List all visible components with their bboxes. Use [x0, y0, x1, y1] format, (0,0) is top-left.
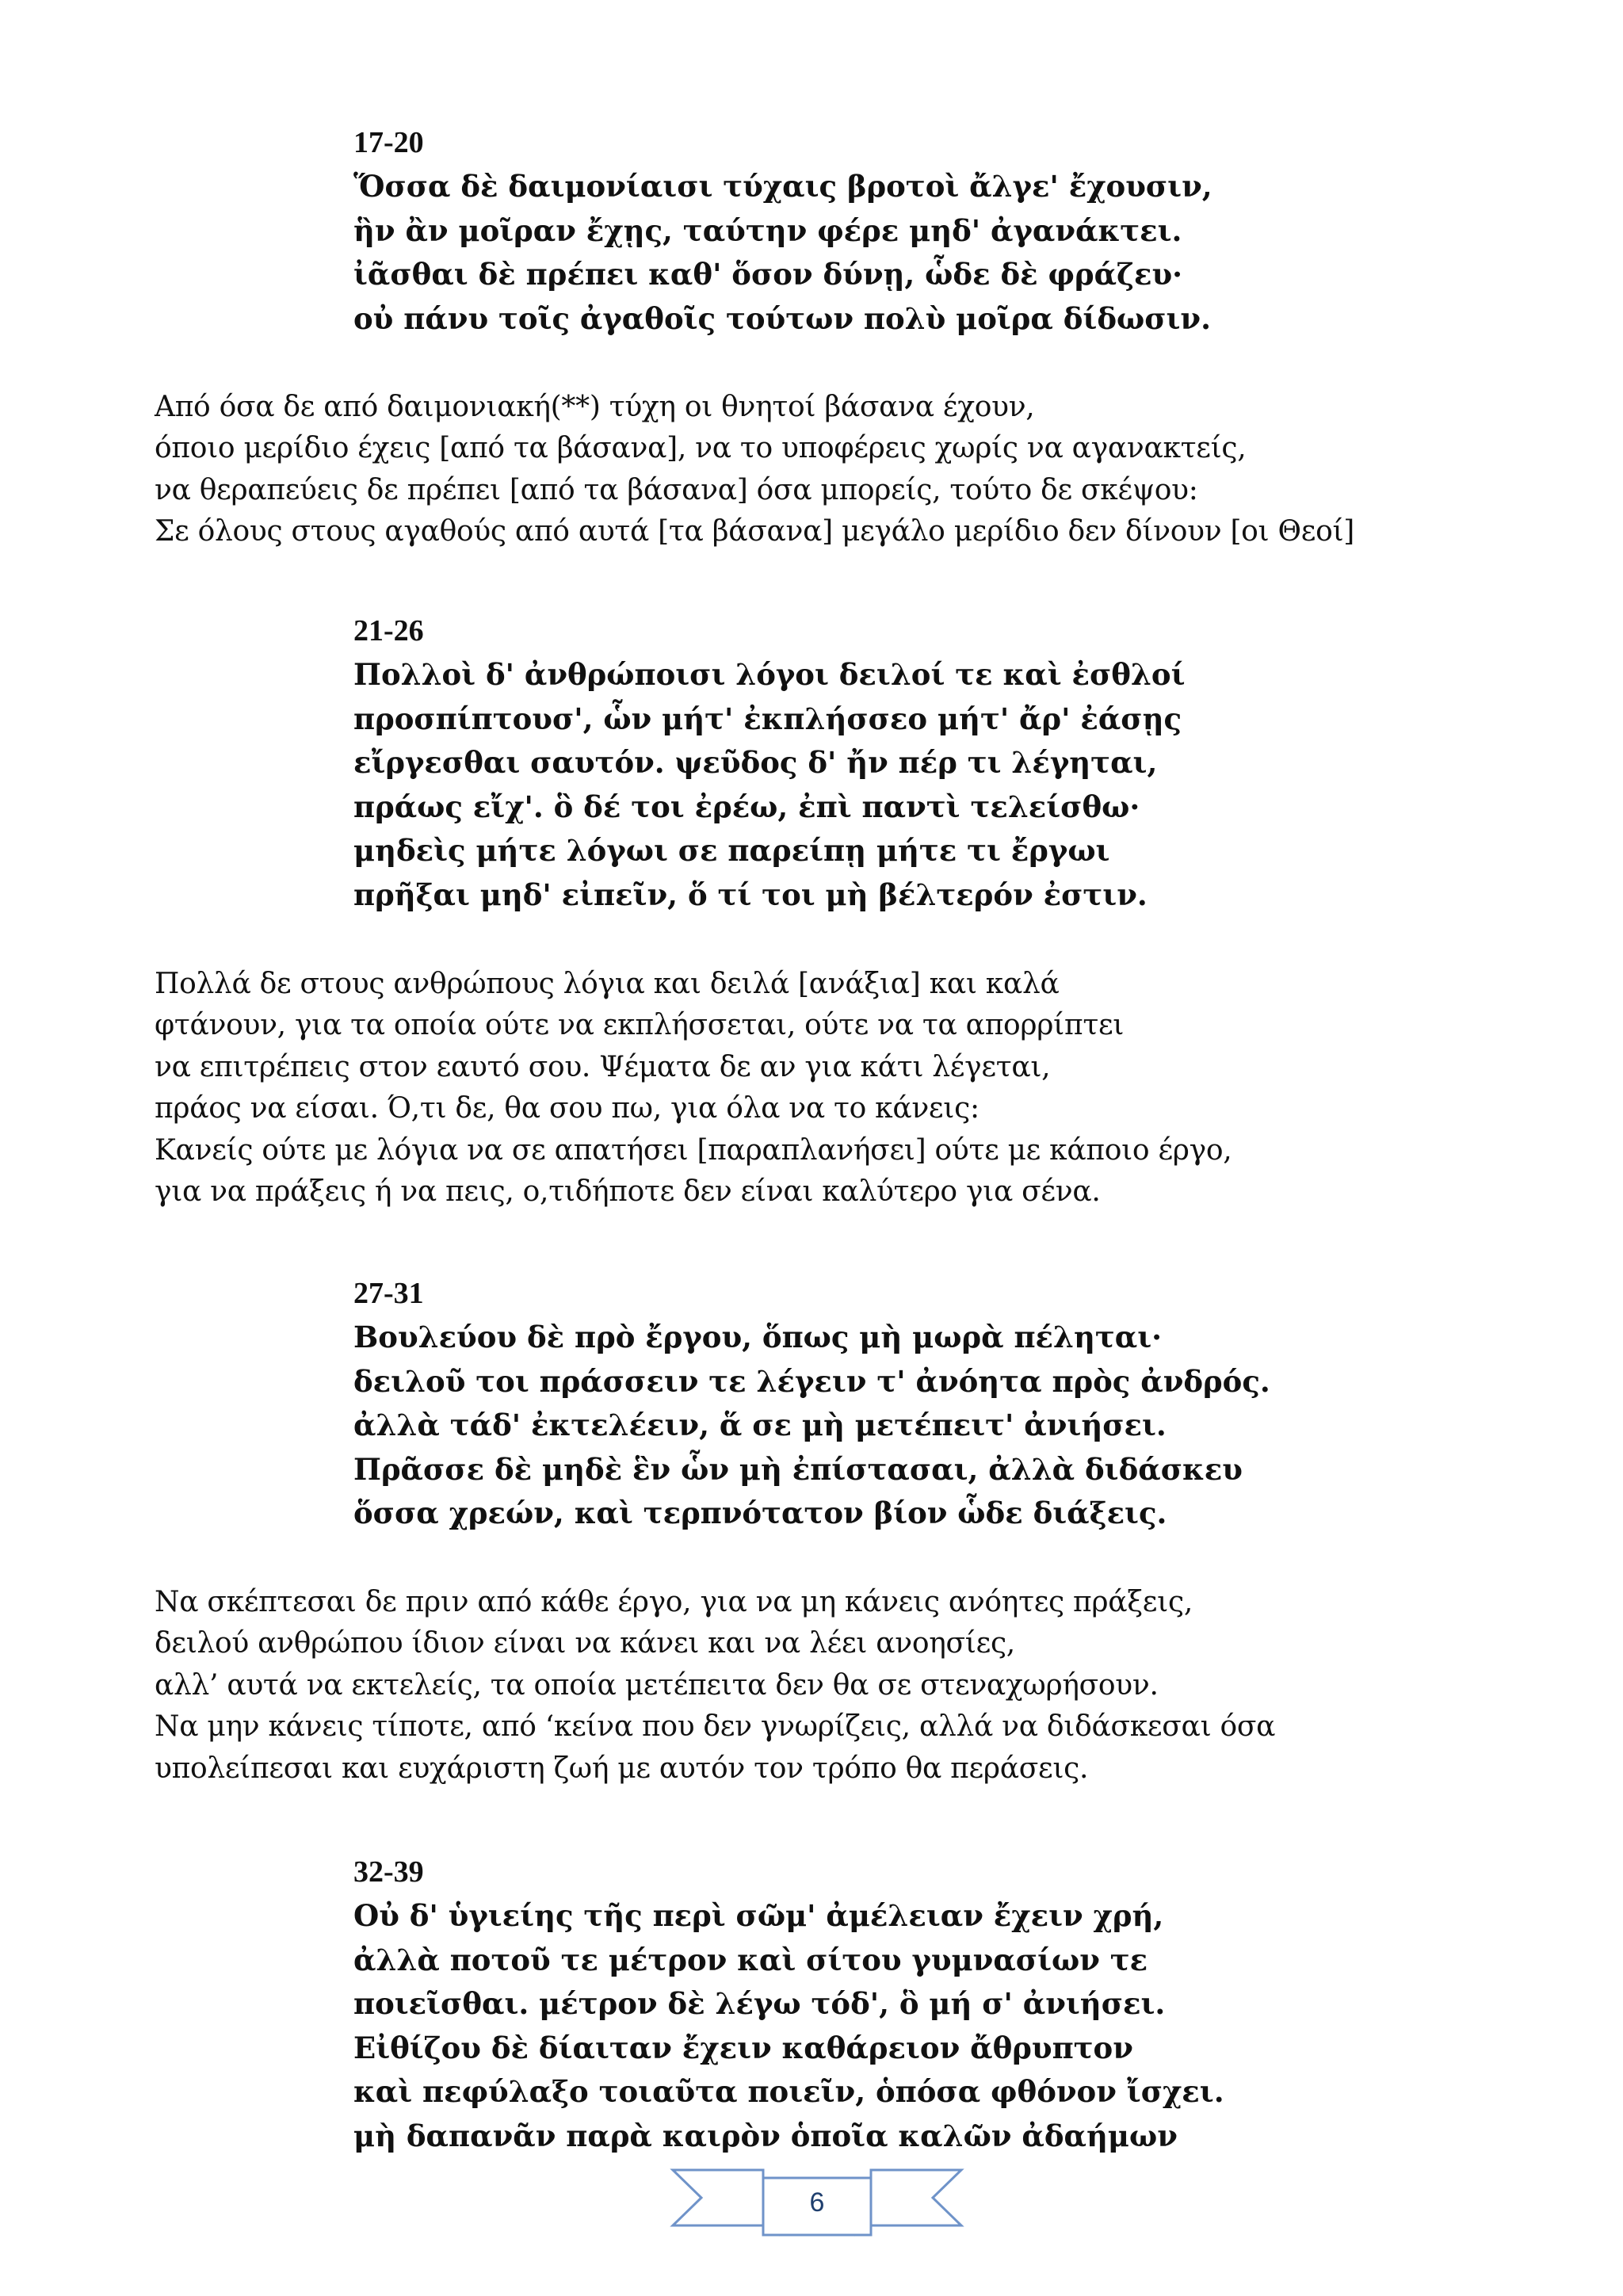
translation-line: όποιο μερίδιο έχεις [από τα βάσανα], να το υποφέρεις χωρίς να αγανακτείς, — [155, 432, 1247, 465]
verse-reference: 32-39 — [353, 1855, 424, 1889]
ancient-line: Εἰθίζου δὲ δίαιταν ἔχειν καθάρειον ἄθρυπτον — [353, 2030, 1133, 2065]
ancient-line: δειλοῦ τοι πράσσειν τε λέγειν τ' ἀνόητα πρὸς ἀνδρός. — [353, 1363, 1270, 1399]
translation-line: να επιτρέπεις στον εαυτό σου. Ψέματα δε αν για κάτι λέγεται, — [155, 1050, 1051, 1083]
ancient-line: ποιεῖσθαι. μέτρον δὲ λέγω τόδ', ὃ μή σ' ἀνιήσει. — [353, 1986, 1166, 2022]
ancient-line: μηδεὶς μήτε λόγωι σε παρείπῃ μήτε τι ἔργωι — [353, 833, 1110, 869]
translation-line: υπολείπεσαι και ευχάριστη ζωή με αυτόν τον τρόπο θα περάσεις. — [155, 1752, 1089, 1785]
modern-greek-translation — [155, 387, 1354, 553]
translation-line: πράος να είσαι. Ό,τι δε, θα σου πω, για όλα να το κάνεις: — [155, 1092, 980, 1125]
ancient-line: καὶ πεφύλαξο τοιαῦτα ποιεῖν, ὁπόσα φθόνον ἴσχει. — [353, 2074, 1224, 2110]
ancient-greek-verse — [353, 165, 1212, 341]
translation-line: Από όσα δε από δαιμονιακή(**) τύχη οι θνητοί βάσανα έχουν, — [155, 391, 1035, 423]
translation-line: Να μην κάνεις τίποτε, από ‘κείνα που δεν γνωρίζεις, αλλά να διδάσκεσαι όσα — [155, 1710, 1276, 1744]
ancient-line: οὐ πάνυ τοῖς ἀγαθοῖς τούτων πολὺ μοῖρα δίδωσιν. — [353, 300, 1211, 336]
verse-reference: 17-20 — [353, 126, 424, 159]
translation-line: Κανείς ούτε με λόγια να σε απατήσει [παραπλανήσει] ούτε με κάποιο έργο, — [155, 1133, 1232, 1167]
ancient-line: ἀλλὰ τάδ' ἐκτελέειν, ἅ σε μὴ μετέπειτ' ἀνιήσει. — [353, 1408, 1167, 1443]
ancient-greek-verse — [353, 1316, 1270, 1536]
ancient-line: Οὐ δ' ὑγιείης τῆς περὶ σῶμ' ἀμέλειαν ἔχειν χρή, — [353, 1898, 1164, 1933]
ancient-line: ὅσσα χρεών, καὶ τερπνότατον βίον ὧδε διάξεις. — [353, 1496, 1167, 1531]
ancient-line: Πρᾶσσε δὲ μηδὲ ἓν ὧν μὴ ἐπίστασαι, ἀλλὰ διδάσκευ — [353, 1451, 1243, 1487]
translation-line: να θεραπεύεις δε πρέπει [από τα βάσανα] όσα μπορείς, τούτο δε σκέψου: — [155, 473, 1198, 506]
translation-line: φτάνουν, για τα οποία ούτε να εκπλήσσεται, ούτε να τα απορρίπτει — [155, 1009, 1125, 1042]
translation-line: Σε όλους στους αγαθούς από αυτά [τα βάσανα] μεγάλο μερίδιο δεν δίνουν [οι Θεοί] — [155, 515, 1355, 548]
ancient-line: Πολλοὶ δ' ἀνθρώποισι λόγοι δειλοί τε καὶ ἐσθλοί — [353, 657, 1186, 692]
ancient-line: ἰᾶσθαι δὲ πρέπει καθ' ὅσον δύνῃ, ὧδε δὲ φράζευ· — [353, 257, 1183, 292]
ancient-greek-verse — [353, 1894, 1224, 2159]
modern-greek-translation — [155, 1582, 1275, 1790]
ancient-line: ἣν ἂν μοῖραν ἔχῃς, ταύτην φέρε μηδ' ἀγανάκτει. — [353, 212, 1182, 248]
ancient-line: προσπίπτουσ', ὧν μήτ' ἐκπλήσσεο μήτ' ἄρ' ἐάσῃς — [353, 701, 1182, 736]
page-number: 6 — [809, 2187, 825, 2218]
translation-line: αλλ’ αυτά να εκτελείς, τα οποία μετέπειτα δεν θα σε στεναχωρήσουν. — [155, 1668, 1159, 1702]
verse-reference: 21-26 — [353, 614, 424, 648]
ancient-greek-verse — [353, 653, 1185, 918]
ancient-line: ἀλλὰ ποτοῦ τε μέτρον καὶ σίτου γυμνασίων τε — [353, 1942, 1148, 1977]
translation-line: για να πράξεις ή να πεις, ο,τιδήποτε δεν είναι καλύτερο για σένα. — [155, 1175, 1101, 1208]
translation-line: Πολλά δε στους ανθρώπους λόγια και δειλά [ανάξια] και καλά — [155, 968, 1060, 1000]
translation-line: Να σκέπτεσαι δε πριν από κάθε έργο, για να μη κάνεις ανόητες πράξεις, — [155, 1586, 1193, 1618]
ancient-line: μὴ δαπανᾶν παρὰ καιρὸν ὁποῖα καλῶν ἀδαήμων — [353, 2118, 1178, 2153]
ancient-line: Βουλεύου δὲ πρὸ ἔργου, ὅπως μὴ μωρὰ πέληται· — [353, 1320, 1163, 1354]
ancient-line: εἴργεσθαι σαυτόν. ψεῦδος δ' ἤν πέρ τι λέγηται, — [353, 745, 1158, 781]
ancient-line: πρῆξαι μηδ' εἰπεῖν, ὅ τί τοι μὴ βέλτερόν ἐστιν. — [353, 877, 1148, 912]
verse-reference: 27-31 — [353, 1277, 424, 1310]
modern-greek-translation — [155, 964, 1232, 1213]
ancient-line: πράως εἴχ'. ὃ δέ τοι ἐρέω, ἐπὶ παντὶ τελείσθω· — [353, 789, 1140, 824]
ancient-line: Ὅσσα δὲ δαιμονίαισι τύχαις βροτοὶ ἄλγε' ἔχουσιν, — [353, 169, 1212, 204]
page-number-ribbon — [670, 2167, 964, 2238]
translation-line: δειλού ανθρώπου ίδιον είναι να κάνει και να λέει ανοησίες, — [155, 1627, 1015, 1660]
